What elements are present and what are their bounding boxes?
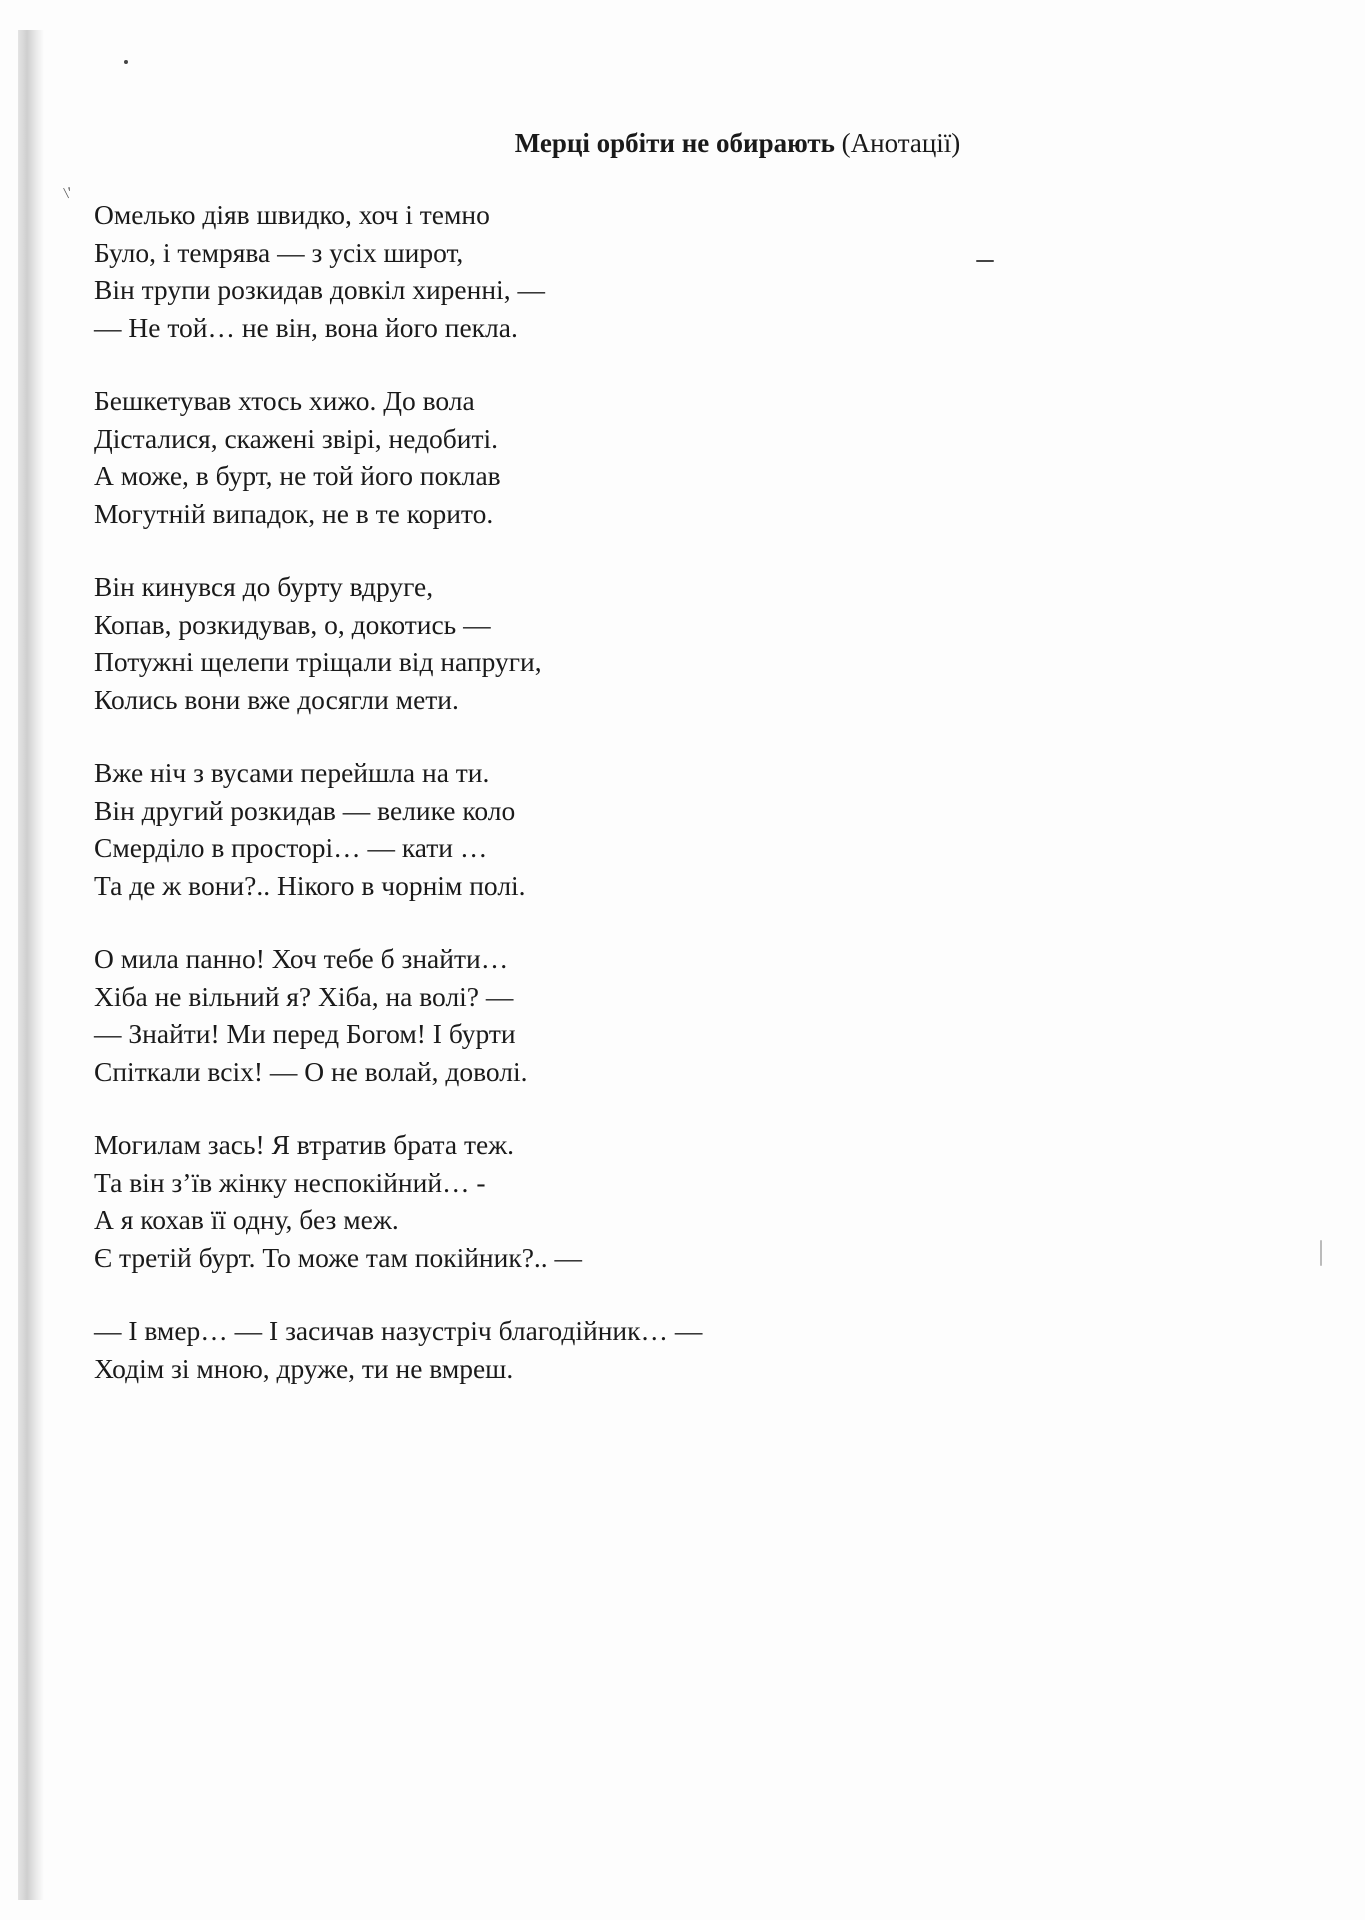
margin-handwritten-mark: \'	[62, 184, 73, 203]
poem-line: Вже ніч з вусами перейшла на ти.	[94, 757, 490, 788]
stanza	[94, 754, 1244, 904]
poem-line: Було, і темрява — з усіх широт,	[94, 236, 464, 268]
poem-line: О мила панно! Хоч тебе б знайти…	[94, 943, 509, 974]
poem-line: Колись вони вже досягли мети.	[94, 683, 459, 715]
poem-line: А я кохав її одну, без меж.	[94, 1204, 399, 1235]
poem-line: Він другий розкидав — велике коло	[94, 794, 516, 826]
stanza	[94, 382, 1244, 532]
stanza	[94, 196, 1244, 346]
poem-line: Могилам зась! Я втратив брата теж.	[94, 1129, 515, 1160]
poem-line: Смерділо в просторі… — кати …	[94, 832, 488, 863]
poem-line: Бешкетував хтось хижо. До вола	[94, 385, 475, 416]
poem-line: Він кинувся до бурту вдруге,	[94, 571, 434, 602]
poem-line: Ходім зі мною, друже, ти не вмреш.	[94, 1352, 514, 1384]
poem-line: — Не той… не він, вона його пекла.	[94, 311, 518, 343]
poem-line: Він трупи розкидав довкіл хиренні, —	[94, 274, 545, 305]
page-title	[0, 126, 1365, 160]
stanza	[94, 568, 1244, 718]
poem-line: Та де ж вони?.. Нікого в чорнім полі.	[94, 869, 526, 901]
stanza	[94, 1312, 1244, 1387]
title-note: (Анотації)	[841, 128, 961, 158]
stanza	[94, 1126, 1244, 1276]
scan-speck	[124, 60, 128, 64]
poem-line: — Знайти! Ми перед Богом! І бурти	[94, 1018, 516, 1049]
poem-line: Хіба не вільний я? Хіба, на волі? —	[94, 980, 514, 1012]
scan-shadow-edge	[18, 30, 44, 1900]
scan-speck	[1320, 1240, 1322, 1266]
poem-body	[94, 196, 1244, 1423]
poem-line: Та він з’їв жінку неспокійний… -	[94, 1166, 486, 1198]
poem-line: Спіткали всіх! — О не волай, доволі.	[94, 1055, 528, 1087]
poem-line: — І вмер… — І засичав назустріч благодійник… —	[94, 1315, 703, 1346]
poem-line: Потужні щелепи тріщали від напруги,	[94, 646, 542, 677]
poem-line: Є третій бурт. То може там покійник?.. —	[94, 1241, 583, 1273]
poem-line: Дісталися, скажені звірі, недобиті.	[94, 422, 499, 454]
poem-line: Копав, розкидував, о, докотись —	[94, 608, 491, 640]
title-main: Мерці орбіти не обирають	[514, 128, 835, 158]
poem-line: Могутній випадок, не в те корито.	[94, 497, 494, 529]
poem-line: Омелько діяв швидко, хоч і темно	[94, 199, 490, 230]
stanza	[94, 940, 1244, 1090]
poem-line: А може, в бурт, не той його поклав	[94, 460, 501, 491]
